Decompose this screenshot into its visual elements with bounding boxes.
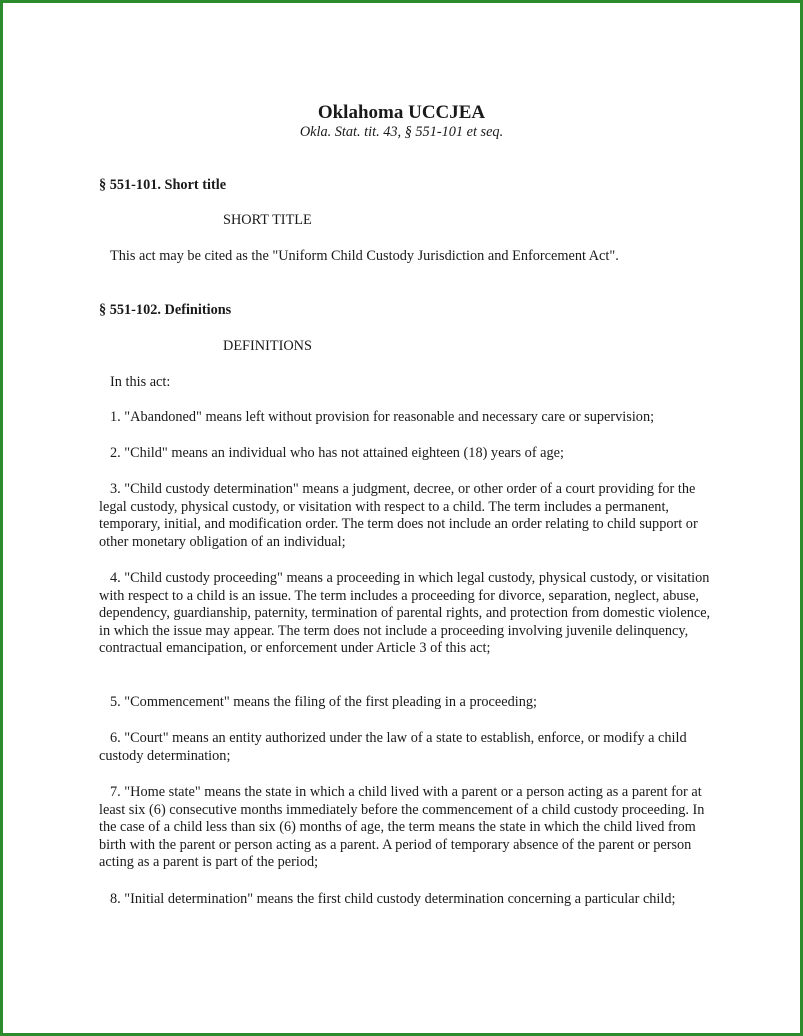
section-caption-definitions: DEFINITIONS xyxy=(223,338,312,354)
definition-child-custody-proceeding: 4. "Child custody proceeding" means a proceeding in which legal custody, physical custody, or visitation with respect to a child is an issue. The term includes a proceeding for divorce, separation, neglect, abuse, dependency, guardianship, paternity, termination of parental rights, and protection from domestic violence, in which the issue may appear. The term does not include a proceeding involving juvenile delinquency, contractual emancipation, or enforcement under Article 3 of this act; xyxy=(99,570,711,657)
definition-commencement: 5. "Commencement" means the filing of the first pleading in a proceeding; xyxy=(110,694,537,710)
section-caption-short-title: SHORT TITLE xyxy=(223,212,312,228)
document-citation: Okla. Stat. tit. 43, § 551-101 et seq. xyxy=(299,124,504,140)
definition-court: 6. "Court" means an entity authorized under the law of a state to establish, enforce, or modify a child custody determination; xyxy=(99,730,687,764)
paragraph-short-title: This act may be cited as the "Uniform Child Custody Jurisdiction and Enforcement Act". xyxy=(110,248,619,264)
section-heading-551-101: § 551-101. Short title xyxy=(99,177,227,193)
section-heading-551-102: § 551-102. Definitions xyxy=(99,302,232,318)
definition-initial-determination: 8. "Initial determination" means the first child custody determination concerning a particular child; xyxy=(110,891,676,907)
document-title: Oklahoma UCCJEA xyxy=(317,102,486,123)
definition-child: 2. "Child" means an individual who has not attained eighteen (18) years of age; xyxy=(110,445,564,461)
definition-child-custody-determination: 3. "Child custody determination" means a judgment, decree, or other order of a court providing for the legal custody, physical custody, or visitation with respect to a child. The term includes a permanent, temporary, initial, and modification order. The term does not include an order relating to child support or other monetary obligation of an individual; xyxy=(99,481,698,550)
definition-home-state: 7. "Home state" means the state in which a child lived with a parent or a person acting as a parent for at least six (6) consecutive months immediately before the commencement of a child custody proceeding. In the case of a child less than six (6) months of age, the term means the state in which the child lived from birth with the parent or person acting as a parent. A period of temporary absence of the parent or person acting as a parent is part of the period; xyxy=(99,784,705,871)
definition-abandoned: 1. "Abandoned" means left without provision for reasonable and necessary care or supervision; xyxy=(110,409,655,425)
paragraph-in-this-act: In this act: xyxy=(110,374,171,390)
